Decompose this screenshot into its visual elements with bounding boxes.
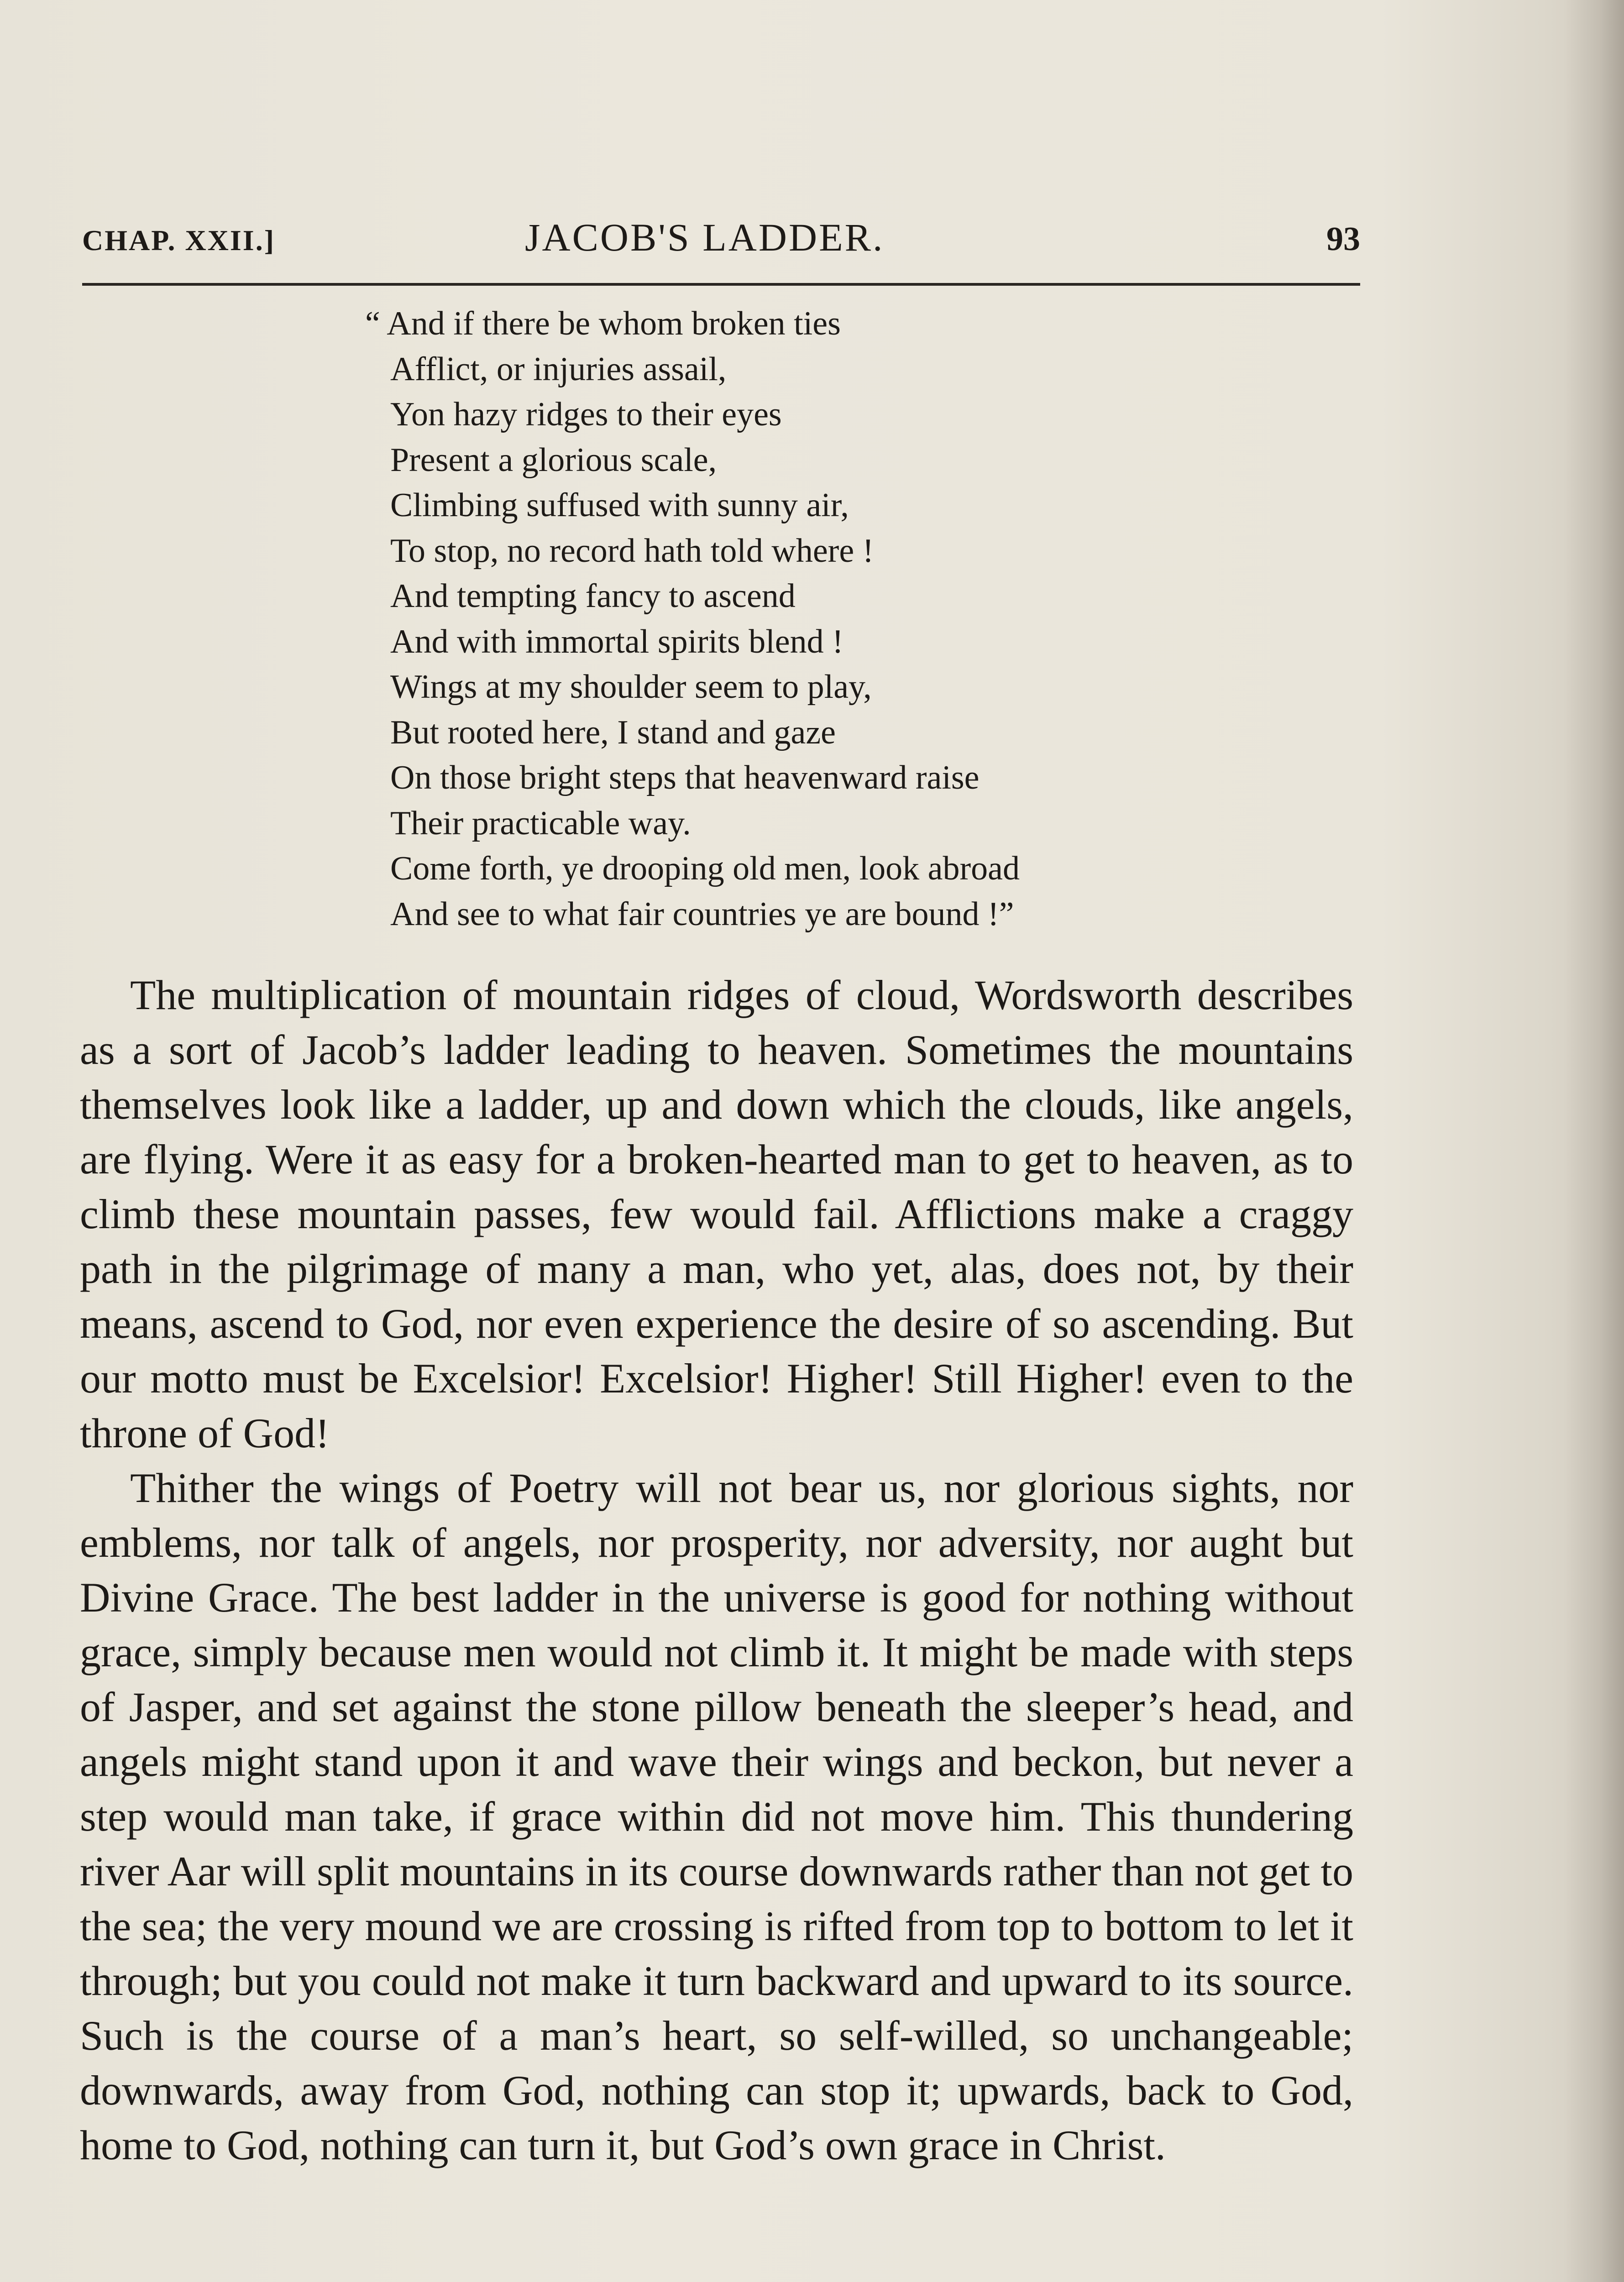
paragraph: The multiplication of mountain ridges of cloud, Wordsworth describes as a sort of Jacob’s ladder leading to heaven. Sometimes the mountains themselves look like a ladder, up and down which the clouds, like angels, are flying. Were it as easy for a broken-hearted man to get to heaven, as to climb these mountain passes, few would fail. Afflictions make a craggy path in the pilgrimage of many a man, who yet, alas, does not, by their means, ascend to God, nor even experience the desire of so ascending. But our motto must be Excelsior! Excelsior! Higher! Still Higher! even to the throne of God! <box>80 972 1353 1456</box>
poem-line: Come forth, ye drooping old men, look abroad <box>390 850 1020 887</box>
poem-block <box>365 301 1278 937</box>
body-text <box>80 968 1353 2172</box>
page-number: 93 <box>1326 220 1360 258</box>
header-rule <box>82 283 1360 286</box>
poem-line: Afflict, or injuries assail, <box>390 350 727 388</box>
poem-line: Yon hazy ridges to their eyes <box>390 396 782 433</box>
page-title: JACOB'S LADDER. <box>525 215 885 259</box>
paragraph: Thither the wings of Poetry will not bear us, nor glorious sights, nor emblems, nor talk of angels, nor prosperity, nor adversity, nor aught but Divine Grace. The best ladder in the universe is good for nothing without grace, simply because men would not climb it. It might be made with steps of Jasper, and set against the stone pillow beneath the sleeper’s head, and angels might stand upon it and wave their wings and beckon, but never a step would man take, if grace within did not move him. This thundering river Aar will split mountains in its course downwards rather than not get to the sea; the very mound we are crossing is rifted from top to bottom to let it through; but you could not make it turn backward and upward to its source. Such is the course of a man’s heart, so self-willed, so unchangeable; downwards, away from God, nothing can stop it; upwards, back to God, home to God, nothing can turn it, but God’s own grace in Christ. <box>80 1465 1353 2168</box>
poem-line: And with immortal spirits blend ! <box>390 623 843 660</box>
chapter-label: CHAP. XXII.] <box>82 224 275 256</box>
poem-line: To stop, no record hath told where ! <box>390 532 874 570</box>
running-head <box>82 215 1360 265</box>
poem-line: Present a glorious scale, <box>390 441 717 479</box>
poem-line: On those bright steps that heavenward raise <box>390 759 980 796</box>
poem-line: Their practicable way. <box>390 804 691 842</box>
poem-line: Wings at my shoulder seem to play, <box>390 668 872 706</box>
poem-line: And tempting fancy to ascend <box>390 577 796 615</box>
page-edge-shadow <box>1565 0 1624 2282</box>
poem-line: “ And if there be whom broken ties <box>365 305 841 342</box>
poem-line: And see to what fair countries ye are bound !” <box>390 895 1014 933</box>
poem-line: But rooted here, I stand and gaze <box>390 713 836 751</box>
poem-line: Climbing suffused with sunny air, <box>390 487 849 524</box>
